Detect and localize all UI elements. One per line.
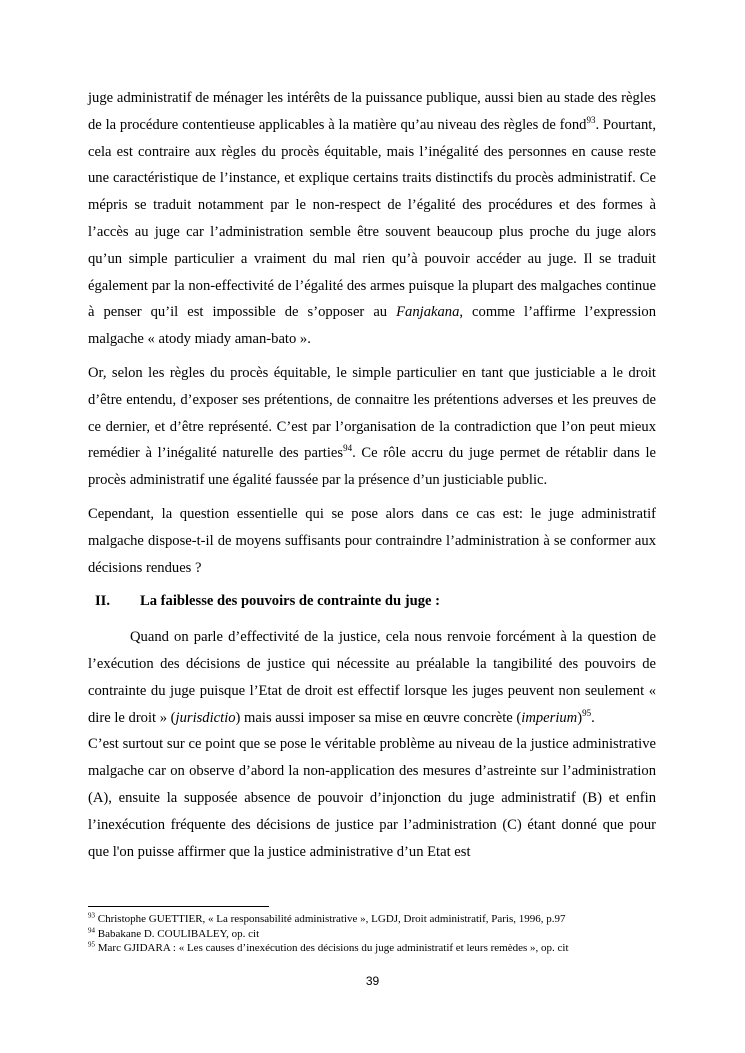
footnotes — [88, 912, 668, 956]
footnote-number: 95 — [88, 940, 95, 949]
paragraph-5: C’est surtout sur ce point que se pose le véritable problème au niveau de la justice administrative malgache car on observe d’abord la non-application des mesures d’astreinte sur l’administration (A), ensuite la supposée absence de pouvoir d’injonction du juge administratif (B) et enfin l’inexécution fréquente des décisions de justice par l’administration (C) étant donné que pour que l'on puisse affirmer que la justice administrative d’un Etat est — [88, 736, 656, 860]
footnote-95 — [88, 941, 668, 956]
footnote-number: 94 — [88, 925, 95, 934]
paragraph-2-text-end: . Ce rôle accru du juge permet de rétablir dans le procès administratif une égalité faussée par la présence d’un justiciable public. — [88, 445, 656, 489]
footnote-93 — [88, 912, 668, 927]
footnote-94 — [88, 927, 668, 942]
page-number: 39 — [365, 974, 380, 988]
footnote-text: Marc GJIDARA : « Les causes d’inexécution des décisions du juge administratif et leurs remèdes », op. cit — [95, 942, 569, 955]
body-text — [88, 85, 656, 865]
italic-term-fanjakana: Fanjakana — [396, 304, 460, 321]
footnote-separator — [88, 906, 269, 907]
paragraph-3: Cependant, la question essentielle qui se pose alors dans ce cas est: le juge administratif malgache dispose-t-il de moyens suffisants pour contraindre l’administration à se conformer aux décisions rendues ? — [88, 505, 656, 576]
section-heading — [88, 588, 656, 615]
footnote-ref-94: 94 — [343, 443, 353, 454]
paragraph-4-text: Quand on parle d’effectivité de la justice, cela nous renvoie forcément à la question de l’exécution des décisions de justice qui nécessite au préalable la tangibilité des pouvoirs de contrainte du juge puisque l’Etat de droit est effectif lorsque les juges peuvent non seulement « dire le droit » ( — [88, 629, 656, 726]
italic-term-imperium: imperium — [521, 709, 578, 726]
paragraph-1-text-end: , comme l’affirme l’expression malgache « atody miady aman-bato ». — [88, 304, 656, 348]
paragraph-4-period: . — [591, 709, 595, 726]
paragraph-4-paren: ) — [577, 709, 583, 726]
paragraph-1-text-cont: . Pourtant, cela est contraire aux règles du procès équitable, mais l’inégalité des personnes en cause reste une caractéristique de l’instance, et explique certains traits distinctifs du procès administratif. Ce mépris se traduit notamment par le non-respect de l’égalité des procédures et des formes à l’accès au juge car l’administration semble être souvent beaucoup plus proche du juge alors qu’un simple particulier a vraiment du mal rien qu’à pouvoir accéder au juge. Il se traduit également par la non-effectivité de l’égalité des armes puisque la plupart des malgaches continue à penser qu’il est impossible de s’opposer au — [88, 116, 656, 321]
footnote-ref-95: 95 — [582, 707, 592, 718]
paragraph-1 — [88, 85, 656, 353]
paragraph-2 — [88, 360, 656, 494]
paragraph-2-text: Or, selon les règles du procès équitable, le simple particulier en tant que justiciable a le droit d’être entendu, d’exposer ses prétentions, de connaitre les prétentions adverses et les preuves de ce dernier, et d’être représenté. C’est par l’organisation de la contradiction que l’on peut mieux remédier à l’inégalité naturelle des parties — [88, 364, 656, 462]
footnote-ref-93: 93 — [586, 114, 596, 125]
footnote-number: 93 — [88, 911, 95, 920]
section-number: II. — [95, 593, 111, 610]
footnote-text: Babakane D. COULIBALEY, op. cit — [95, 927, 260, 940]
paragraph-4-text-mid: ) mais aussi imposer sa mise en œuvre concrète ( — [235, 709, 522, 726]
paragraph-1-text: juge administratif de ménager les intérêts de la puissance publique, aussi bien au stade des règles de la procédure contentieuse applicables à la matière qu’au niveau des règles de fond — [88, 90, 656, 133]
italic-term-jurisdictio: jurisdictio — [175, 709, 236, 726]
footnote-text: Christophe GUETTIER, « La responsabilité administrative », LGDJ, Droit administratif, Paris, 1996, p.97 — [95, 913, 566, 925]
section-title: La faiblesse des pouvoirs de contrainte du juge : — [140, 593, 440, 610]
paragraph-4 — [88, 624, 656, 731]
